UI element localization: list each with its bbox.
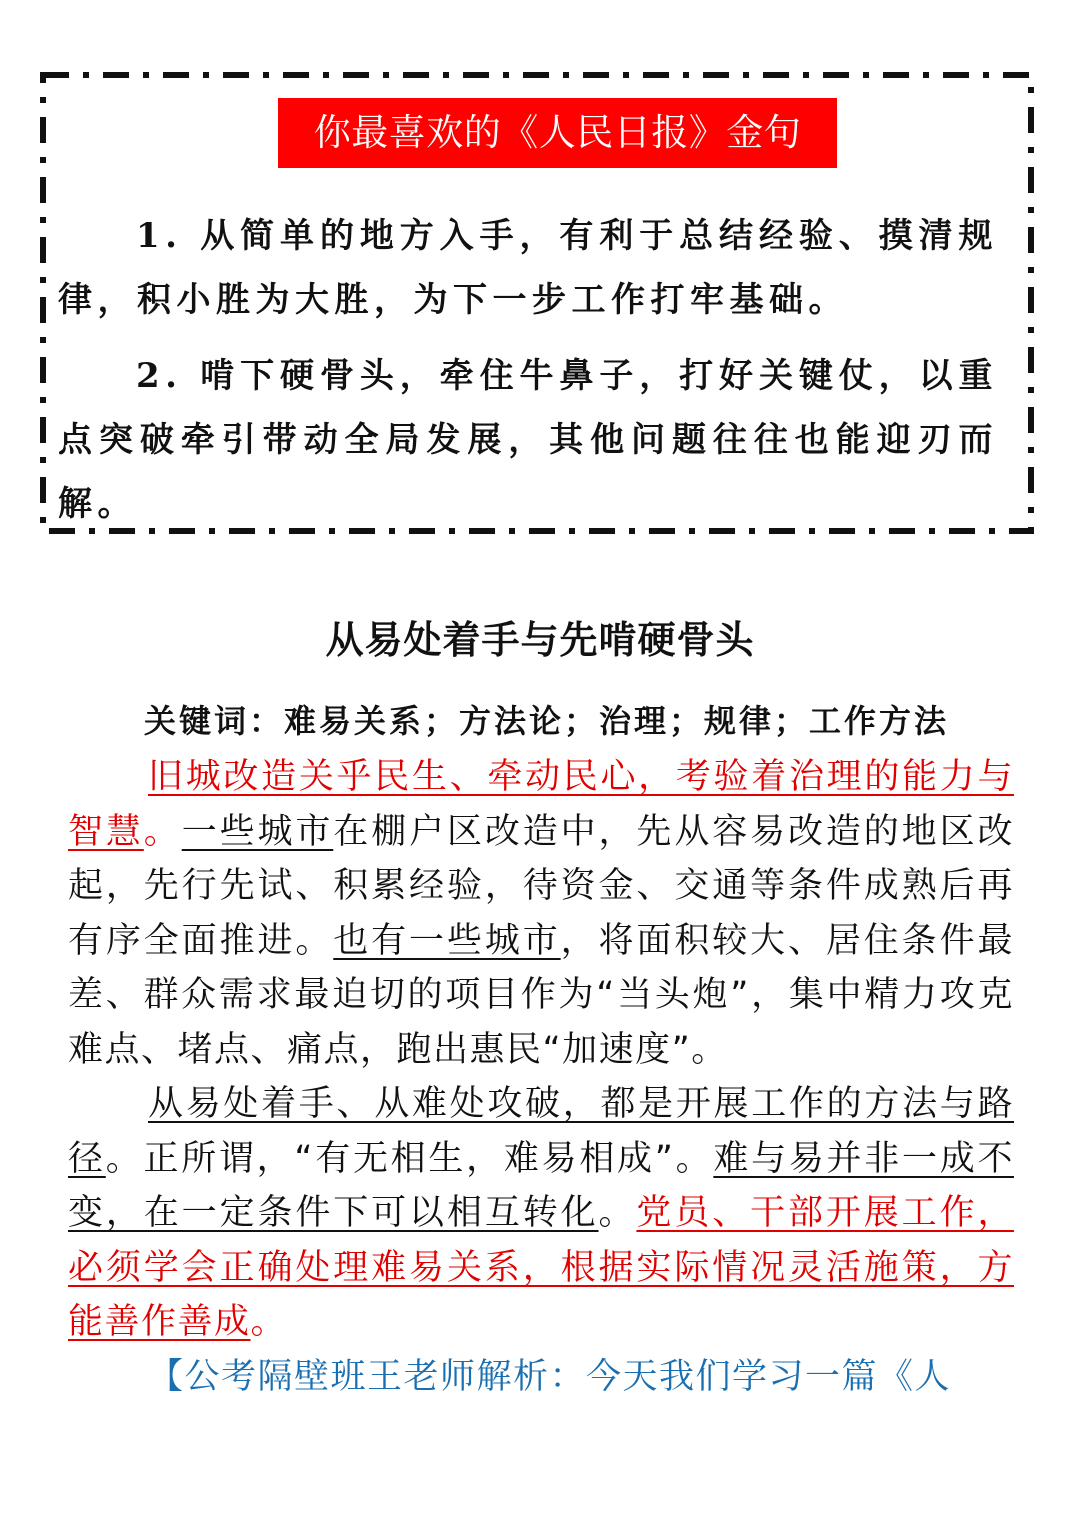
quote-list [58, 204, 998, 536]
underlined-phrase: 也有一些城市 [333, 920, 561, 961]
punctuation: 。 [250, 1302, 288, 1342]
punctuation: 。 [598, 1193, 637, 1233]
quote-box [40, 72, 1034, 534]
paragraph-1 [68, 750, 1014, 1077]
sentence-text: 。正所谓，“有无相生，难易相成”。 [105, 1138, 714, 1179]
quote-banner-title: 你最喜欢的《人民日报》金句 [278, 98, 837, 168]
sentence-text: ，将面积较大、居住条件最差、群众需求最迫切的项目作为“当头炮”，集中精力攻克难点、堵点、痛点，跑出惠民“加速度”。 [68, 920, 1014, 1070]
highlight-red-underlined: 党员、干部开展工作，必须学会正确处理难易关系，根据实际情况灵活施策，方能善作善成 [68, 1193, 1014, 1342]
teacher-analysis-note: 【公考隔壁班王老师解析：今天我们学习一篇《人 [148, 1356, 952, 1397]
sentence-text: 在棚户区改造中，先从容易改造的地区改起，先行先试、积累经验，待资金、交通等条件成熟后再有序全面推进。 [68, 811, 1014, 961]
underlined-phrase: 从易处着手、从难处攻破，都是开展工作的方法与路径 [68, 1084, 1014, 1179]
underlined-phrase: 难与易并非一成不变，在一定条件下可以相互转化 [68, 1138, 1014, 1233]
paragraph-2 [68, 1077, 1014, 1350]
quote-item-2: 2. 啃下硬骨头，牵住牛鼻子，打好关键仗，以重点突破牵引带动全局发展，其他问题往往也能迎刃而解。 [58, 356, 998, 524]
highlight-red-underlined: 旧城改造关乎民生、牵动民心，考验着治理的能力与智慧 [68, 757, 1014, 852]
article-body [68, 750, 1014, 1404]
keywords-line: 关键词：难易关系；方法论；治理；规律；工作方法 [144, 702, 950, 740]
underlined-phrase: 一些城市 [181, 811, 334, 852]
article-title: 从易处着手与先啃硬骨头 [325, 617, 755, 662]
punctuation: 。 [143, 811, 182, 852]
quote-item-1: 1. 从简单的地方入手，有利于总结经验、摸清规律，积小胜为大胜，为下一步工作打牢基础。 [58, 216, 998, 320]
